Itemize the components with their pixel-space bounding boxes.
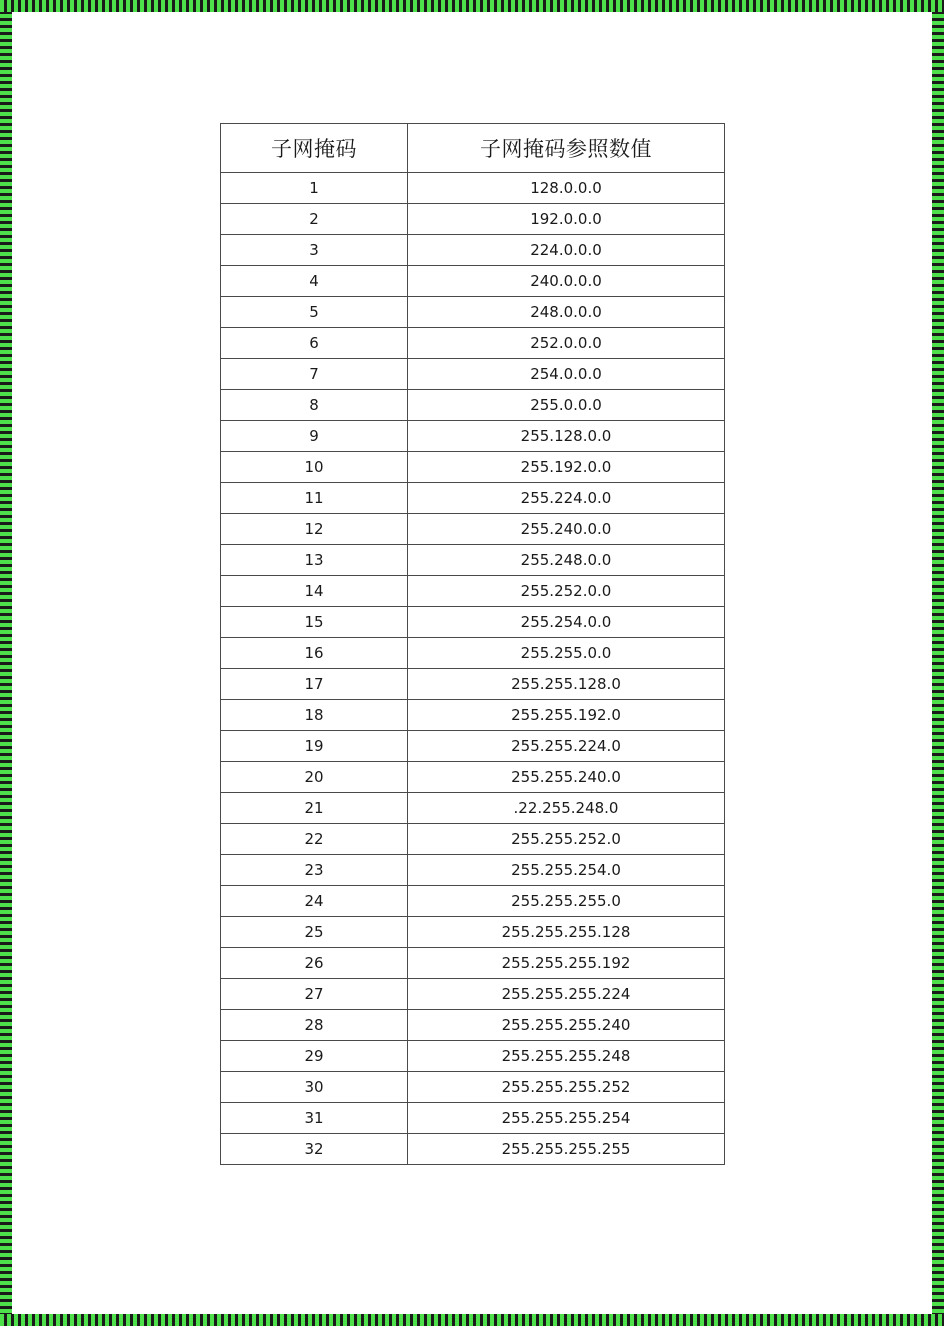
cell-mask-value: 255.255.254.0 [408, 855, 725, 886]
table-row [221, 545, 725, 576]
table-row [221, 390, 725, 421]
cell-prefix-length: 4 [221, 266, 408, 297]
table-row [221, 1010, 725, 1041]
table-row [221, 297, 725, 328]
table-row [221, 979, 725, 1010]
table-row [221, 762, 725, 793]
cell-mask-value: 240.0.0.0 [408, 266, 725, 297]
cell-mask-value: 252.0.0.0 [408, 328, 725, 359]
table-row [221, 1103, 725, 1134]
table-row [221, 700, 725, 731]
cell-prefix-length: 22 [221, 824, 408, 855]
cell-prefix-length: 16 [221, 638, 408, 669]
table-row [221, 669, 725, 700]
cell-prefix-length: 24 [221, 886, 408, 917]
cell-mask-value: 255.255.255.192 [408, 948, 725, 979]
table-row [221, 638, 725, 669]
cell-mask-value: 255.255.128.0 [408, 669, 725, 700]
cell-mask-value: 255.255.192.0 [408, 700, 725, 731]
cell-mask-value: 255.255.255.254 [408, 1103, 725, 1134]
cell-mask-value: 255.255.255.224 [408, 979, 725, 1010]
table-row [221, 793, 725, 824]
cell-mask-value: 255.252.0.0 [408, 576, 725, 607]
cell-prefix-length: 19 [221, 731, 408, 762]
header-reference-value: 子网掩码参照数值 [408, 124, 725, 173]
subnet-mask-table [220, 123, 725, 1165]
cell-mask-value: 255.255.255.0 [408, 886, 725, 917]
cell-mask-value: 255.255.252.0 [408, 824, 725, 855]
table-row [221, 948, 725, 979]
cell-mask-value: 255.255.255.248 [408, 1041, 725, 1072]
cell-prefix-length: 20 [221, 762, 408, 793]
cell-mask-value: 255.255.255.240 [408, 1010, 725, 1041]
cell-prefix-length: 7 [221, 359, 408, 390]
table-row [221, 824, 725, 855]
cell-mask-value: 254.0.0.0 [408, 359, 725, 390]
cell-prefix-length: 5 [221, 297, 408, 328]
cell-prefix-length: 10 [221, 452, 408, 483]
cell-mask-value: 255.128.0.0 [408, 421, 725, 452]
cell-mask-value: 255.255.240.0 [408, 762, 725, 793]
table-row [221, 1134, 725, 1165]
cell-mask-value: 255.255.255.128 [408, 917, 725, 948]
table-row [221, 266, 725, 297]
cell-prefix-length: 23 [221, 855, 408, 886]
cell-prefix-length: 28 [221, 1010, 408, 1041]
cell-prefix-length: 30 [221, 1072, 408, 1103]
table-row [221, 204, 725, 235]
cell-mask-value: 224.0.0.0 [408, 235, 725, 266]
table-row [221, 1041, 725, 1072]
table-row [221, 855, 725, 886]
cell-prefix-length: 17 [221, 669, 408, 700]
table-row [221, 421, 725, 452]
header-subnet-mask: 子网掩码 [221, 124, 408, 173]
cell-prefix-length: 18 [221, 700, 408, 731]
cell-prefix-length: 32 [221, 1134, 408, 1165]
table-row [221, 359, 725, 390]
cell-prefix-length: 9 [221, 421, 408, 452]
cell-prefix-length: 1 [221, 173, 408, 204]
cell-prefix-length: 13 [221, 545, 408, 576]
document-page [14, 14, 930, 1312]
cell-mask-value: 255.255.255.252 [408, 1072, 725, 1103]
table-row [221, 173, 725, 204]
cell-prefix-length: 2 [221, 204, 408, 235]
table-row [221, 917, 725, 948]
cell-prefix-length: 27 [221, 979, 408, 1010]
cell-prefix-length: 29 [221, 1041, 408, 1072]
table-row [221, 514, 725, 545]
cell-mask-value: 192.0.0.0 [408, 204, 725, 235]
cell-mask-value: 255.224.0.0 [408, 483, 725, 514]
cell-prefix-length: 25 [221, 917, 408, 948]
table-row [221, 607, 725, 638]
table-header-row [221, 124, 725, 173]
cell-prefix-length: 15 [221, 607, 408, 638]
table-row [221, 1072, 725, 1103]
cell-mask-value: .22.255.248.0 [408, 793, 725, 824]
cell-mask-value: 255.248.0.0 [408, 545, 725, 576]
cell-mask-value: 255.192.0.0 [408, 452, 725, 483]
cell-mask-value: 255.255.0.0 [408, 638, 725, 669]
table-row [221, 235, 725, 266]
table-row [221, 886, 725, 917]
cell-prefix-length: 6 [221, 328, 408, 359]
cell-mask-value: 255.255.255.255 [408, 1134, 725, 1165]
cell-mask-value: 255.255.224.0 [408, 731, 725, 762]
cell-mask-value: 255.0.0.0 [408, 390, 725, 421]
cell-mask-value: 248.0.0.0 [408, 297, 725, 328]
cell-prefix-length: 14 [221, 576, 408, 607]
cell-mask-value: 128.0.0.0 [408, 173, 725, 204]
cell-prefix-length: 21 [221, 793, 408, 824]
cell-mask-value: 255.240.0.0 [408, 514, 725, 545]
table-row [221, 483, 725, 514]
cell-prefix-length: 26 [221, 948, 408, 979]
table-row [221, 328, 725, 359]
cell-prefix-length: 12 [221, 514, 408, 545]
table-body [221, 173, 725, 1165]
cell-prefix-length: 31 [221, 1103, 408, 1134]
cell-prefix-length: 8 [221, 390, 408, 421]
cell-prefix-length: 3 [221, 235, 408, 266]
table-row [221, 731, 725, 762]
table-row [221, 576, 725, 607]
table-row [221, 452, 725, 483]
cell-mask-value: 255.254.0.0 [408, 607, 725, 638]
cell-prefix-length: 11 [221, 483, 408, 514]
